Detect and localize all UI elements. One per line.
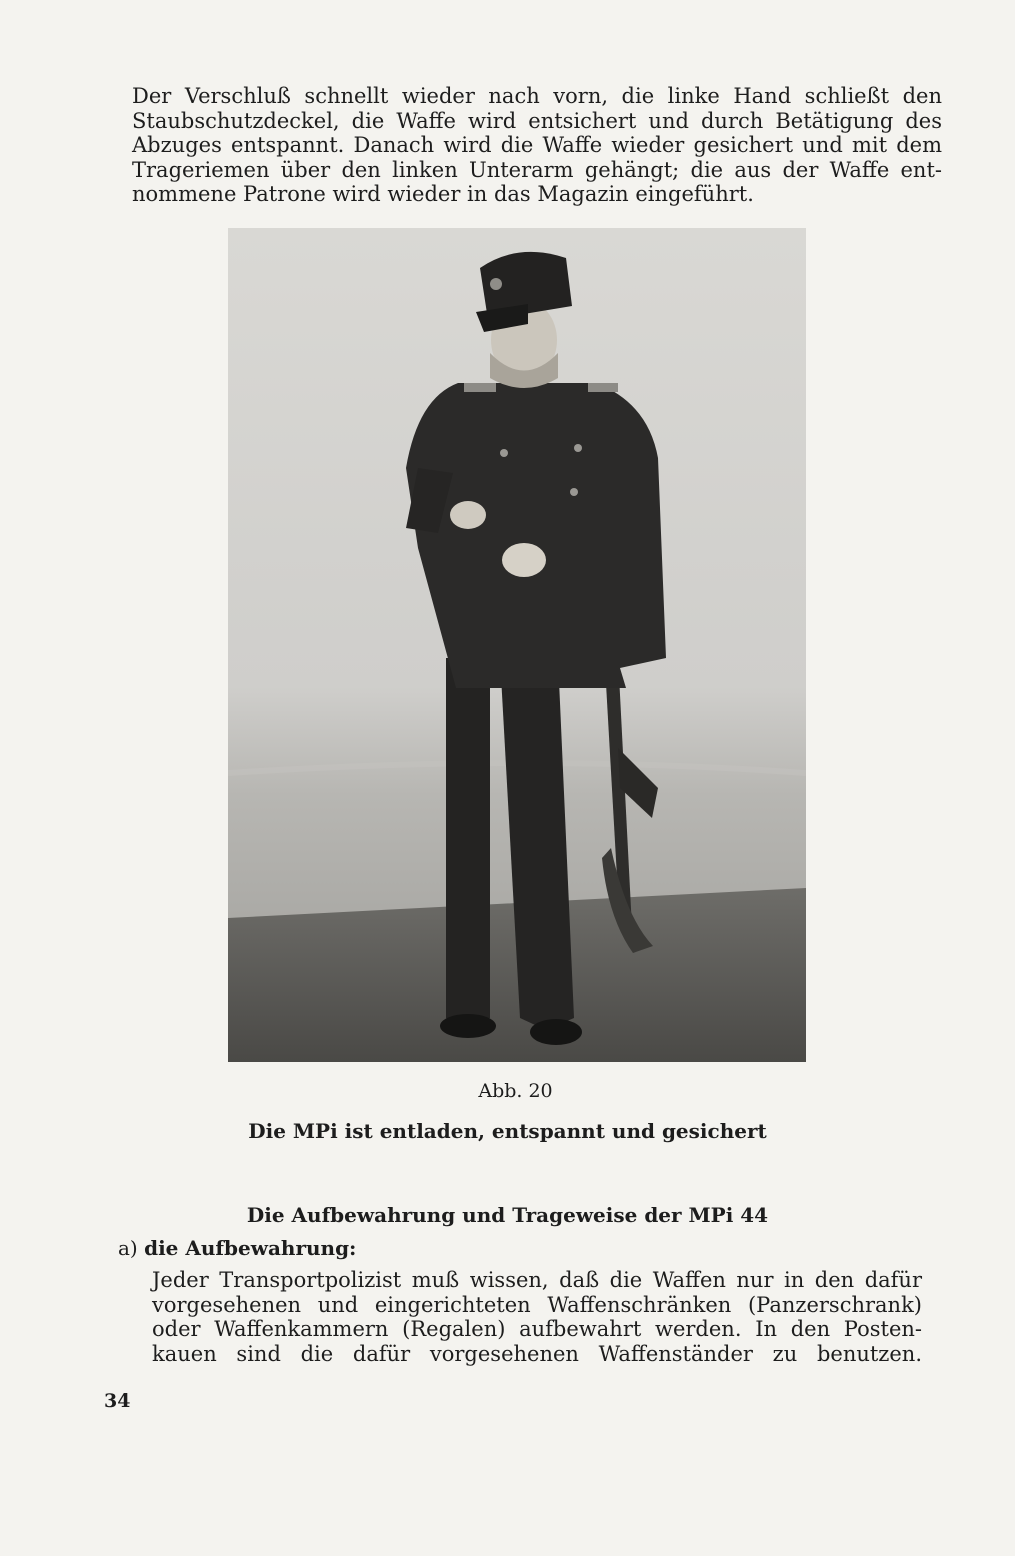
figure-number: Abb. 20	[478, 1080, 553, 1102]
text-line: vorgesehenen und eingerichteten Waffenschränken (Panzerschrank)	[152, 1292, 922, 1317]
subsection-heading	[118, 1236, 356, 1260]
text-line: oder Waffenkammern (Regalen) aufbewahrt werden. In den Posten-	[152, 1317, 922, 1341]
text-line: kauen sind die dafür vorgesehenen Waffenständer zu benutzen.	[152, 1341, 922, 1366]
text-line: Staubschutzdeckel, die Waffe wird entsichert und durch Betätigung des	[132, 108, 942, 133]
subsection-title: die Aufbewahrung:	[144, 1236, 357, 1260]
page-number: 34	[104, 1390, 131, 1412]
figure-photo-soldier-with-mpi	[228, 228, 806, 1062]
subsection-marker: a)	[118, 1236, 138, 1260]
figure-caption: Die MPi ist entladen, entspannt und gesichert	[248, 1119, 767, 1143]
text-line: nommene Patrone wird wieder in das Magazin eingeführt.	[132, 182, 754, 206]
photo-illustration	[228, 228, 806, 1062]
text-line: Abzuges entspannt. Danach wird die Waffe wieder gesichert und mit dem	[132, 133, 942, 157]
text-line: Jeder Transportpolizist muß wissen, daß die Waffen nur in den dafür	[152, 1268, 922, 1292]
paragraph-storage-rules	[152, 1268, 922, 1366]
text-line: Der Verschluß schnellt wieder nach vorn, die linke Hand schließt den	[132, 84, 942, 108]
paragraph-unloading-procedure	[132, 84, 942, 207]
section-heading: Die Aufbewahrung und Trageweise der MPi 44	[246, 1203, 769, 1227]
text-line: Trageriemen über den linken Unterarm gehängt; die aus der Waffe ent-	[132, 157, 942, 182]
